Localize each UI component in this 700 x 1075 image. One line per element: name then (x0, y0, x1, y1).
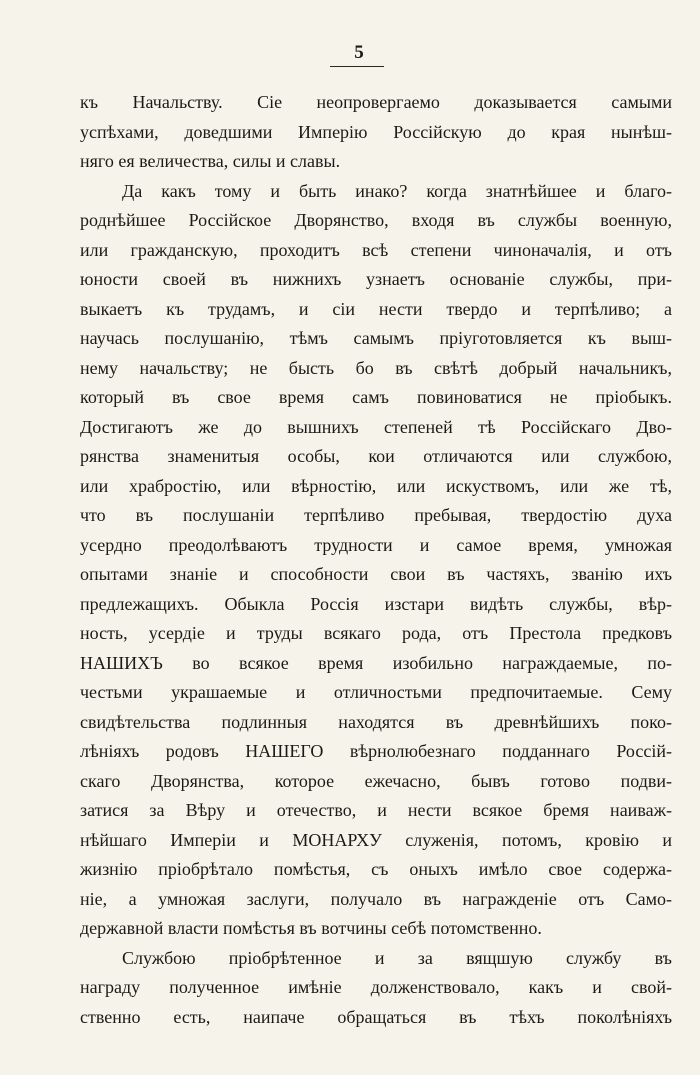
text-line: опытами знаніе и способности свои въ частяхъ, званію ихъ (80, 564, 672, 584)
page-number: 5 (354, 42, 364, 63)
text-line: предлежащихъ. Обыкла Россія изстари видѣть службы, вѣр- (80, 593, 672, 614)
text-line: рянства знаменитыя особы, кои отличаются или службою, (80, 446, 672, 466)
text-line: скаго Дворянства, которое ежечасно, бывъ готово подви- (80, 770, 672, 791)
text-line: честьми украшаемые и отличностьми предпочитаемые. Сему (80, 682, 672, 702)
text-line: который въ свое время самъ повиноватися не пріобыкъ. (80, 387, 672, 407)
text-line: лѣніяхъ родовъ НАШЕГО вѣрнолюбезнаго подданнаго Россій- (80, 741, 672, 761)
text-line: свидѣтельства подлинныя находятся въ древнѣйшихъ поко- (80, 711, 672, 732)
text-line: Достигаютъ же до вышнихъ степеней тѣ Россійскаго Дво- (80, 416, 672, 437)
text-line: няго ея величества, силы и славы. (80, 151, 341, 171)
text-line: роднѣйшее Россійское Дворянство, входя въ службы военную, (80, 210, 672, 230)
text-line: Да какъ тому и быть инако? когда знатнѣйшее и благо- (122, 180, 672, 201)
text-line: или храбростію, или вѣрностію, или искуствомъ, или же тѣ, (80, 475, 672, 496)
text-line: награду полученное имѣніе долженствовало, какъ и свой- (80, 977, 672, 997)
text-line: затися за Вѣру и отечество, и нести всякое бремя наиваж- (80, 800, 672, 820)
text-line: выкаетъ къ трудамъ, и сіи нести твердо и терпѣливо; а (80, 298, 672, 319)
page-number-rule (330, 66, 384, 67)
text-line: успѣхами, доведшими Имперію Россійскую до края нынѣш- (80, 121, 672, 142)
text-line: или гражданскую, проходитъ всѣ степени чиноначалія, и отъ (80, 239, 672, 260)
text-line: Службою пріобрѣтенное и за вящшую службу въ (122, 947, 672, 968)
text-line: что въ послушаніи терпѣливо пребывая, твердостію духа (80, 505, 672, 525)
text-line: научась послушанію, тѣмъ самымъ пріуготовляется къ выш- (80, 328, 672, 348)
text-line: державной власти помѣстья въ вотчины себѣ потомственно. (80, 918, 542, 938)
text-line: ность, усердіе и труды всякаго рода, отъ Престола предковъ (80, 623, 672, 643)
text-line: усердно преодолѣваютъ трудности и самое время, умножая (80, 534, 672, 555)
text-line: нему начальству; не бысть бо въ свѣтѣ добрый начальникъ, (80, 357, 672, 378)
text-line: къ Начальству. Сіе неопровергаемо доказывается самыми (80, 92, 672, 112)
text-line: юности своей въ нижнихъ узнаетъ основаніе службы, при- (80, 269, 672, 289)
text-line: НАШИХЪ во всякое время изобильно награждаемые, по- (80, 652, 672, 673)
text-line: ніе, а умножая заслуги, получало въ награжденіе отъ Само- (80, 888, 672, 909)
text-line: нѣйшаго Имперіи и МОНАРХУ служенія, потомъ, кровію и (80, 829, 672, 850)
text-line: ственно есть, наипаче обращаться въ тѣхъ поколѣніяхъ (80, 1006, 672, 1027)
body-text (80, 88, 672, 1032)
text-line: жизнію пріобрѣтало помѣстья, съ оныхъ имѣло свое содержа- (80, 859, 672, 879)
